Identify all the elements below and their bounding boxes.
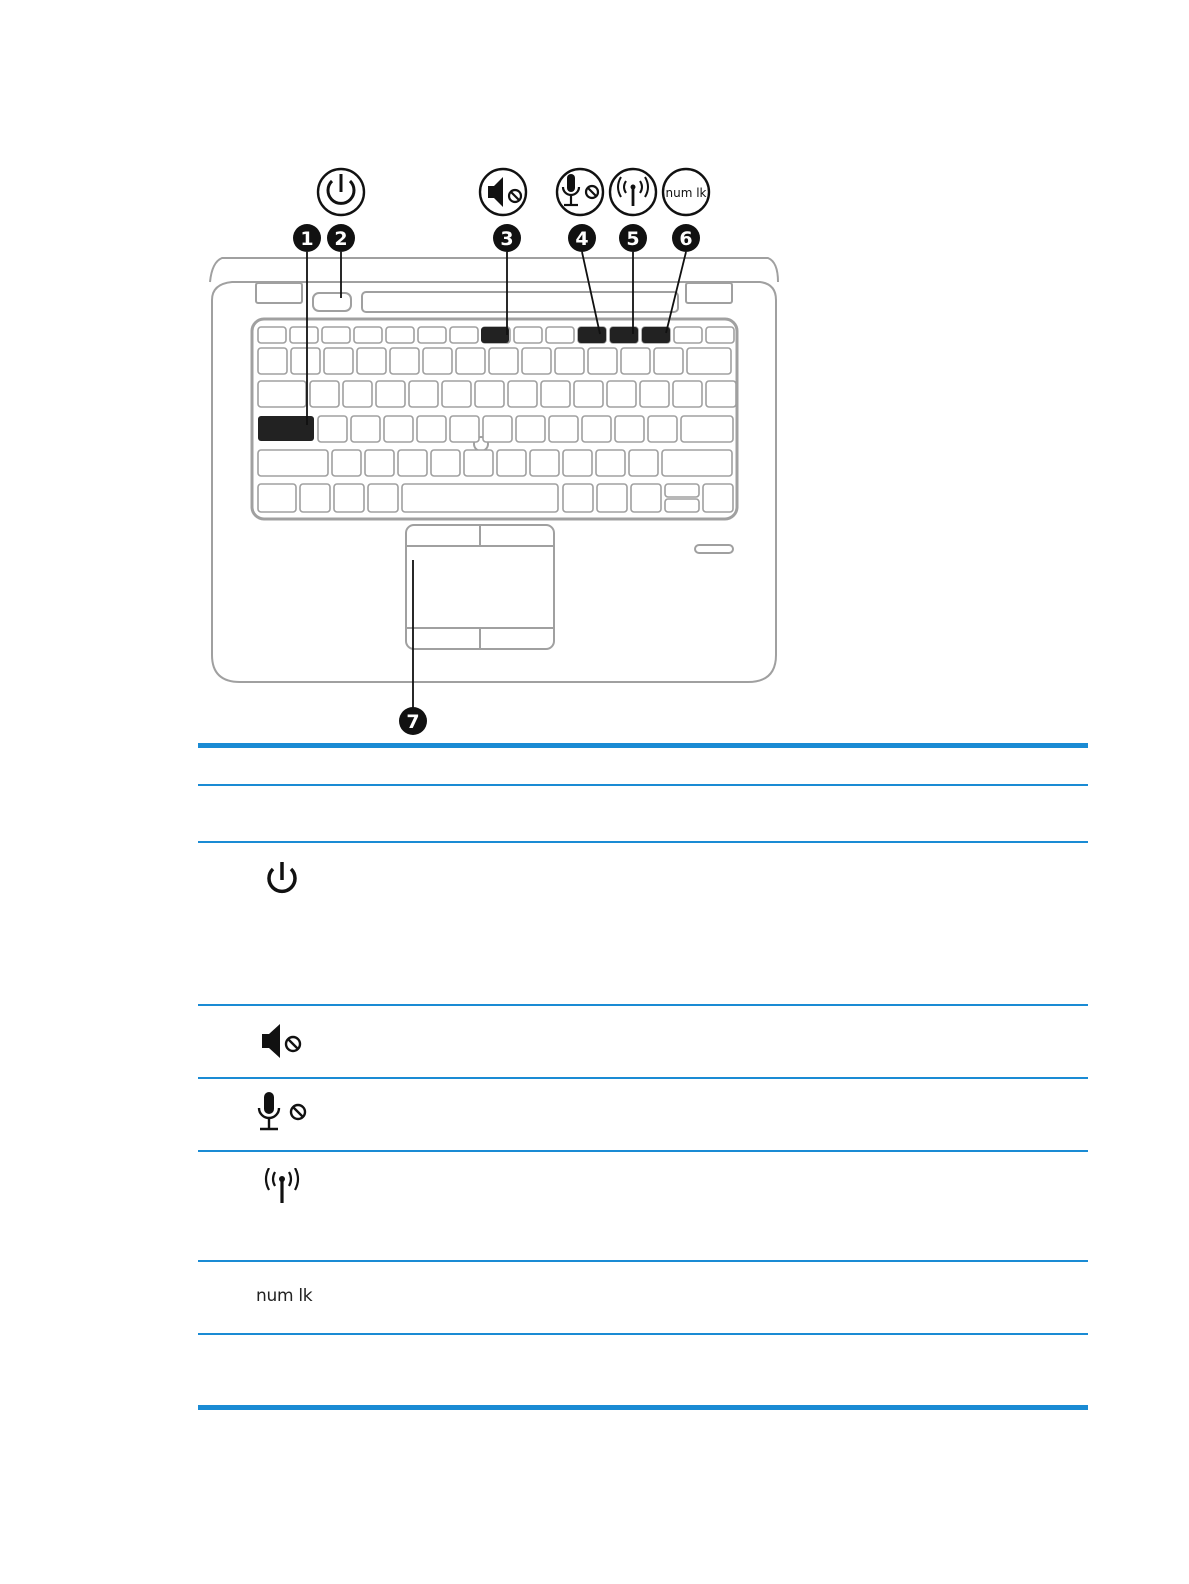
microphone-mute-icon (557, 169, 603, 215)
num-lock-icon-label: num lk (665, 186, 707, 200)
table-row-divider (198, 841, 1088, 843)
keyboard-key (456, 348, 485, 374)
mute-key (481, 327, 509, 343)
table-bottom-rule (198, 1405, 1088, 1410)
keyboard-key (324, 348, 353, 374)
caps-lock-key (258, 416, 314, 441)
keyboard-key (654, 348, 683, 374)
keyboard-key (354, 327, 382, 343)
keyboard-key (343, 381, 372, 407)
keyboard-key (450, 327, 478, 343)
keyboard-key (665, 499, 699, 512)
keyboard-key (390, 348, 419, 374)
keyboard-key (582, 416, 611, 442)
keyboard-key (310, 381, 339, 407)
keyboard-key (706, 381, 736, 407)
table-row-divider (198, 1004, 1088, 1006)
keyboard-key (588, 348, 617, 374)
keyboard-key (596, 450, 625, 476)
keyboard-key (621, 348, 650, 374)
keyboard-key (475, 381, 504, 407)
keyboard-key (368, 484, 398, 512)
keyboard-key (351, 416, 380, 442)
callout-number: 5 (626, 228, 640, 250)
keyboard-key (706, 327, 734, 343)
wireless-icon (254, 1168, 308, 1206)
laptop-top-view-illustration (0, 0, 1189, 760)
power-icon (318, 169, 364, 215)
speaker-grille (362, 292, 678, 312)
keyboard-key (546, 327, 574, 343)
table-header-rule (198, 784, 1088, 786)
keyboard-key (423, 348, 452, 374)
keyboard-key (258, 381, 306, 407)
keyboard-key (483, 416, 512, 442)
num-lock-key (642, 327, 670, 343)
keyboard-key (549, 416, 578, 442)
keyboard-key (258, 327, 286, 343)
speaker-mute-icon (480, 169, 526, 215)
keyboard-key (497, 450, 526, 476)
keyboard-key (376, 381, 405, 407)
keyboard-key (681, 416, 733, 442)
callout-number: 1 (300, 228, 314, 250)
callout-number: 7 (406, 711, 420, 733)
keyboard-key (418, 327, 446, 343)
table-row-divider (198, 1260, 1088, 1262)
keyboard-key (431, 450, 460, 476)
keyboard-key (332, 450, 361, 476)
keyboard-key (334, 484, 364, 512)
keyboard-key (555, 348, 584, 374)
keyboard-key (365, 450, 394, 476)
display-edge (210, 258, 778, 282)
keyboard-key (402, 484, 558, 512)
keyboard-key (687, 348, 731, 374)
keyboard-key (291, 348, 320, 374)
table-row-divider (198, 1333, 1088, 1335)
num-lock-icon (663, 169, 709, 215)
callout-number: 4 (575, 228, 589, 250)
mic-mute-key (578, 327, 606, 343)
keyboard-key (442, 381, 471, 407)
keyboard-key (629, 450, 658, 476)
right-hinge (686, 283, 732, 303)
table-row-divider (198, 1150, 1088, 1152)
keyboard-key (450, 416, 479, 442)
keyboard-key (386, 327, 414, 343)
keyboard-key (258, 450, 328, 476)
keyboard-key (662, 450, 732, 476)
keyboard-key (574, 381, 603, 407)
wireless-icon (610, 169, 656, 215)
keyboard-key (665, 484, 699, 497)
keyboard-key (522, 348, 551, 374)
keyboard-key (357, 348, 386, 374)
table-top-rule (198, 743, 1088, 748)
num-lock-icon: num lk (256, 1286, 313, 1306)
keyboard-key (508, 381, 537, 407)
left-hinge (256, 283, 302, 303)
keyboard-key (258, 484, 296, 512)
keyboard-key (615, 416, 644, 442)
keyboard-key (417, 416, 446, 442)
keyboard-key (516, 416, 545, 442)
power-button (313, 293, 351, 311)
keyboard-key (318, 416, 347, 442)
keyboard-key (464, 450, 493, 476)
keyboard-key (409, 381, 438, 407)
table-row-divider (198, 1077, 1088, 1079)
keyboard-key (258, 348, 287, 374)
keyboard-key (674, 327, 702, 343)
keyboard-key (673, 381, 702, 407)
keyboard-key (300, 484, 330, 512)
keyboard-key (530, 450, 559, 476)
callout-number: 3 (500, 228, 514, 250)
keyboard-key (541, 381, 570, 407)
keyboard-key (398, 450, 427, 476)
keyboard-key (290, 327, 318, 343)
keyboard-key (489, 348, 518, 374)
keyboard-key (640, 381, 669, 407)
keyboard-key (631, 484, 661, 512)
keyboard-key (322, 327, 350, 343)
power-icon (254, 860, 304, 900)
speaker-mute-icon (254, 1024, 310, 1060)
keyboard-key (597, 484, 627, 512)
keyboard-key (514, 327, 542, 343)
callout-number: 6 (679, 228, 693, 250)
microphone-mute-icon (254, 1092, 314, 1134)
fingerprint-reader (695, 545, 733, 553)
keyboard-key (563, 484, 593, 512)
keyboard-key (384, 416, 413, 442)
keyboard-key (607, 381, 636, 407)
keyboard-key (563, 450, 592, 476)
callout-number: 2 (334, 228, 348, 250)
keyboard-key (703, 484, 733, 512)
keyboard-key (648, 416, 677, 442)
